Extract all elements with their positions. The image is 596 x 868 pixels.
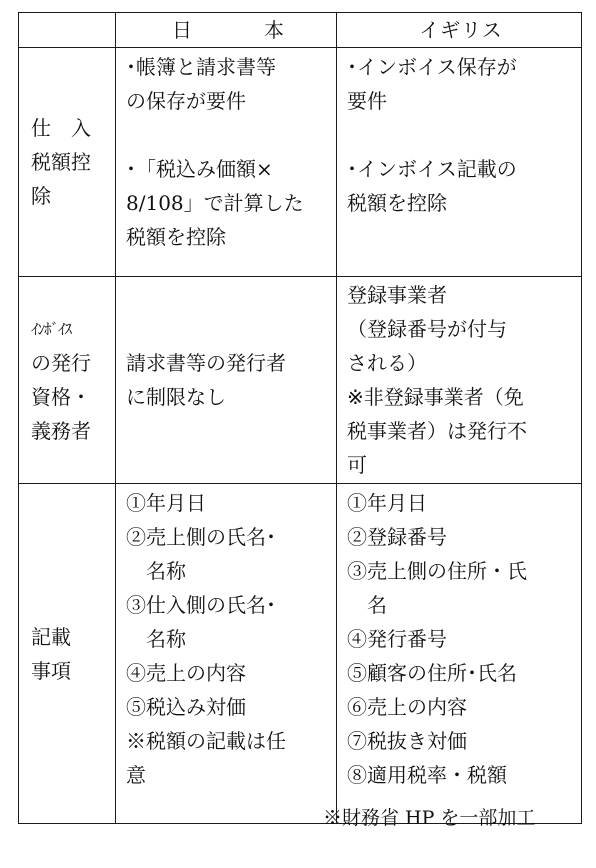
row-label-text: 仕 入 税額控 除: [31, 116, 91, 208]
source-footnote: ※財務省 HP を一部加工: [323, 807, 536, 829]
cell-uk-issuer-text: 登録事業者 （登録番号が付与 される） ※非登録事業者（免 税事業者）は発行不 可: [347, 283, 527, 477]
comparison-table: [18, 12, 582, 824]
cell-uk-credit-b: ･インボイス記載の 税額を控除: [347, 157, 517, 215]
header-japan-label: 日 本: [172, 18, 310, 42]
cell-japan-issuer: [116, 277, 337, 484]
cell-uk-items-text: ①年月日 ②登録番号 ③売上側の住所・氏 名 ④発行番号 ⑤顧客の住所･氏名 ⑥売上の内容 ⑦税抜き対価 ⑧適用税率・税額: [347, 491, 527, 787]
cell-uk-credit-a: ･インボイス保存が 要件: [347, 55, 517, 113]
header-empty: [19, 13, 116, 48]
cell-japan-credit-b: ･「税込み価額× 8/108」で計算した 税額を控除: [126, 157, 304, 249]
cell-uk-items: [337, 484, 582, 824]
row-label-invoice-small: ｲﾝﾎﾞｲｽ: [31, 320, 72, 338]
cell-japan-items: [116, 484, 337, 824]
cell-japan-issuer-text: 請求書等の発行者 に制限なし: [126, 351, 286, 409]
row-label-text: の発行 資格・ 義務者: [31, 351, 91, 443]
table-row: [19, 277, 582, 484]
cell-japan-credit-a: ･帳簿と請求書等 の保存が要件: [126, 55, 276, 113]
cell-uk-credit: [337, 48, 582, 277]
row-label-text: 記載 事項: [31, 624, 71, 683]
cell-japan-items-text: ①年月日 ②売上側の氏名･ 名称 ③仕入側の氏名･ 名称 ④売上の内容 ⑤税込み対価 ※税額の記載は任 意: [126, 491, 286, 787]
table-row: [19, 484, 582, 824]
row-label-items: [19, 484, 116, 824]
cell-japan-credit: [116, 48, 337, 277]
header-japan: [116, 13, 337, 48]
cell-uk-issuer: [337, 277, 582, 484]
table-header-row: [19, 13, 582, 48]
row-label-input-tax-credit: [19, 48, 116, 277]
row-label-issuer: [19, 277, 116, 484]
header-uk: イギリス: [337, 13, 582, 48]
table-row: [19, 48, 582, 277]
